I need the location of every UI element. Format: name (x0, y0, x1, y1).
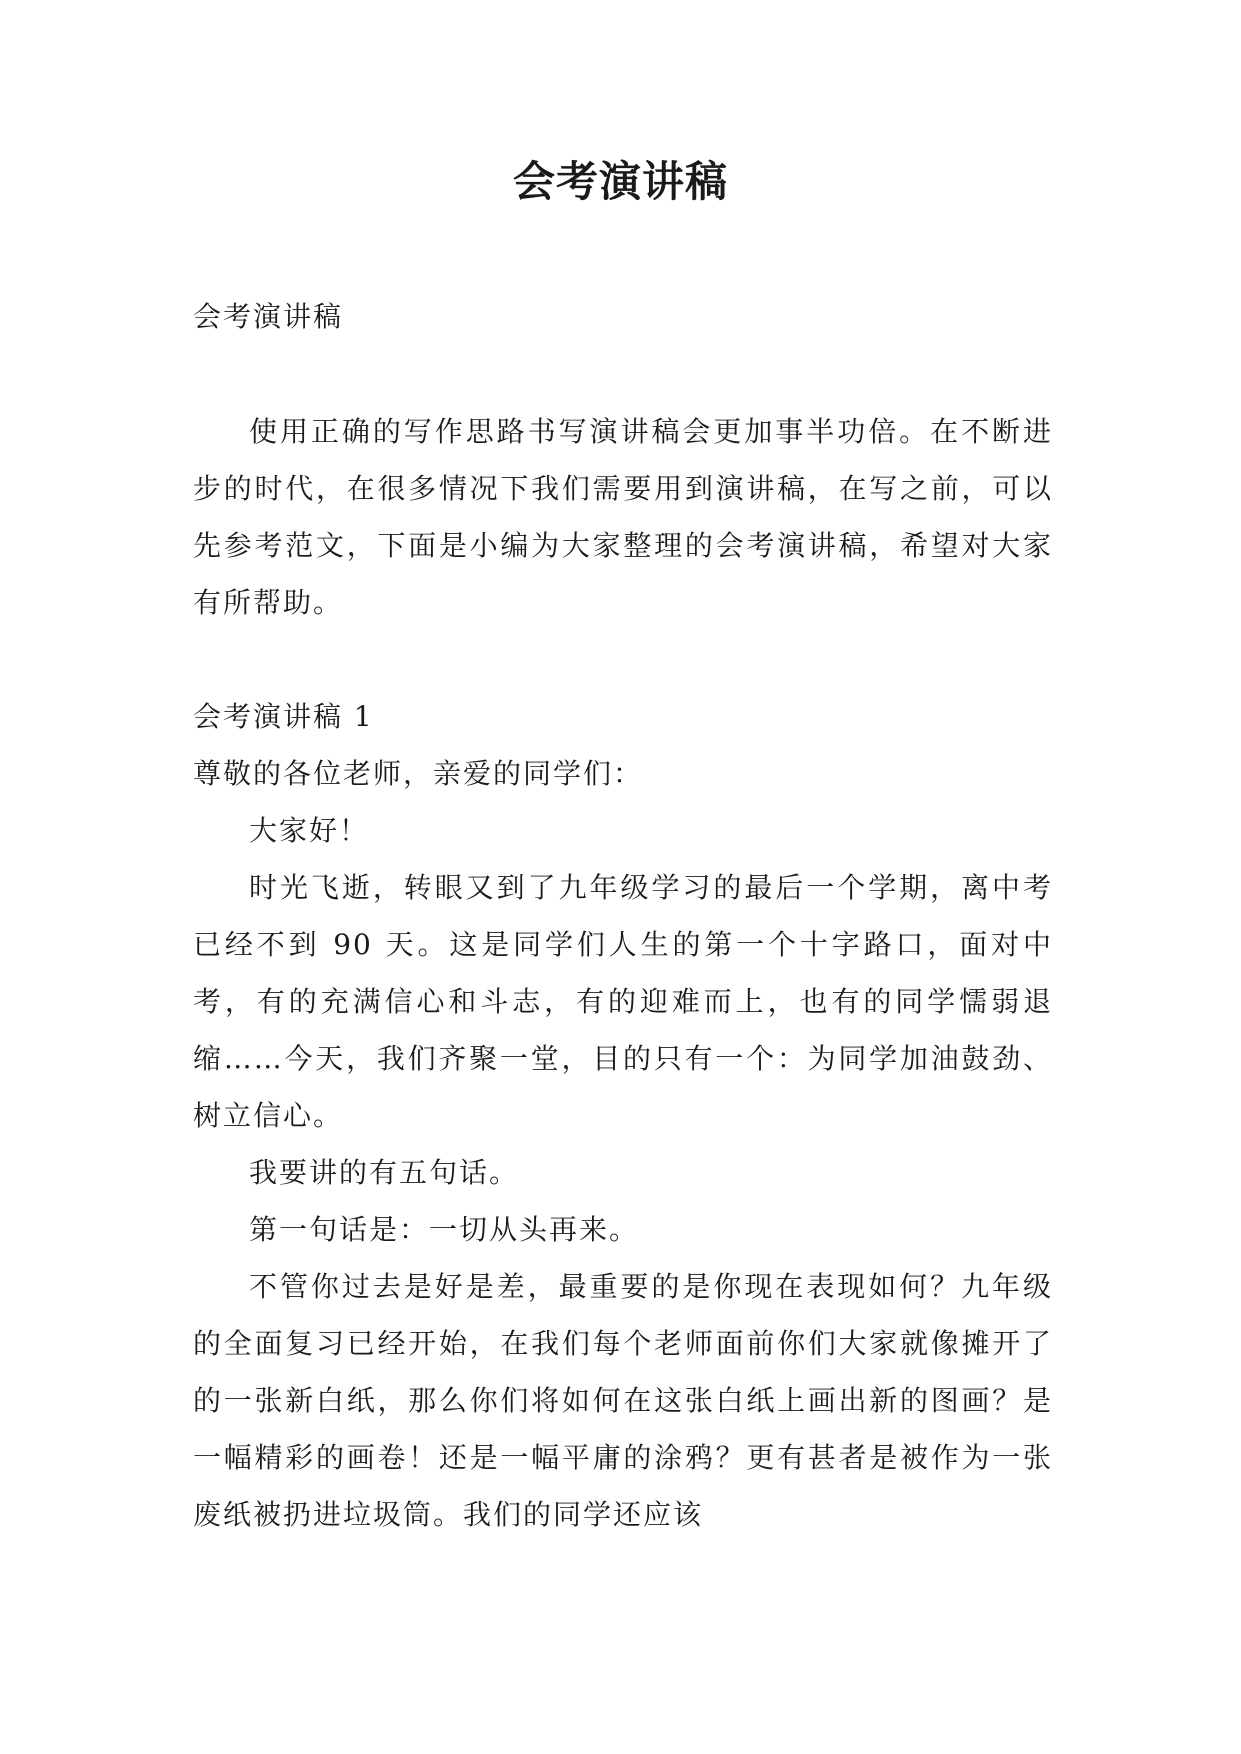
document-title: 会考演讲稿 (512, 157, 728, 206)
greeting: 大家好！ (249, 814, 370, 847)
document-body (193, 288, 1053, 1543)
body-paragraph: 我要讲的有五句话。 (249, 1156, 520, 1189)
intro-paragraph: 使用正确的写作思路书写演讲稿会更加事半功倍。在不断进步的时代，在很多情况下我们需要用到演讲稿，在写之前，可以先参考范文，下面是小编为大家整理的会考演讲稿，希望对大家有所帮助。 (193, 415, 1053, 619)
section-heading: 会考演讲稿 1 (193, 700, 374, 733)
document-subtitle: 会考演讲稿 (193, 300, 344, 333)
body-paragraph: 不管你过去是好是差，最重要的是你现在表现如何？九年级的全面复习已经开始，在我们每个老师面前你们大家就像摊开了的一张新白纸，那么你们将如何在这张白纸上画出新的图画？是一幅精彩的画卷！还是一幅平庸的涂鸦？更有甚者是被作为一张废纸被扔进垃圾筒。我们的同学还应该 (193, 1270, 1053, 1531)
body-paragraph: 第一句话是：一切从头再来。 (249, 1213, 640, 1246)
body-paragraph: 时光飞逝，转眼又到了九年级学习的最后一个学期，离中考已经不到 90 天。这是同学们人生的第一个十字路口，面对中考，有的充满信心和斗志，有的迎难而上，也有的同学懦弱退缩……今天，我们齐聚一堂，目的只有一个：为同学加油鼓劲、树立信心。 (193, 871, 1053, 1132)
salutation: 尊敬的各位老师，亲爱的同学们： (193, 757, 644, 790)
